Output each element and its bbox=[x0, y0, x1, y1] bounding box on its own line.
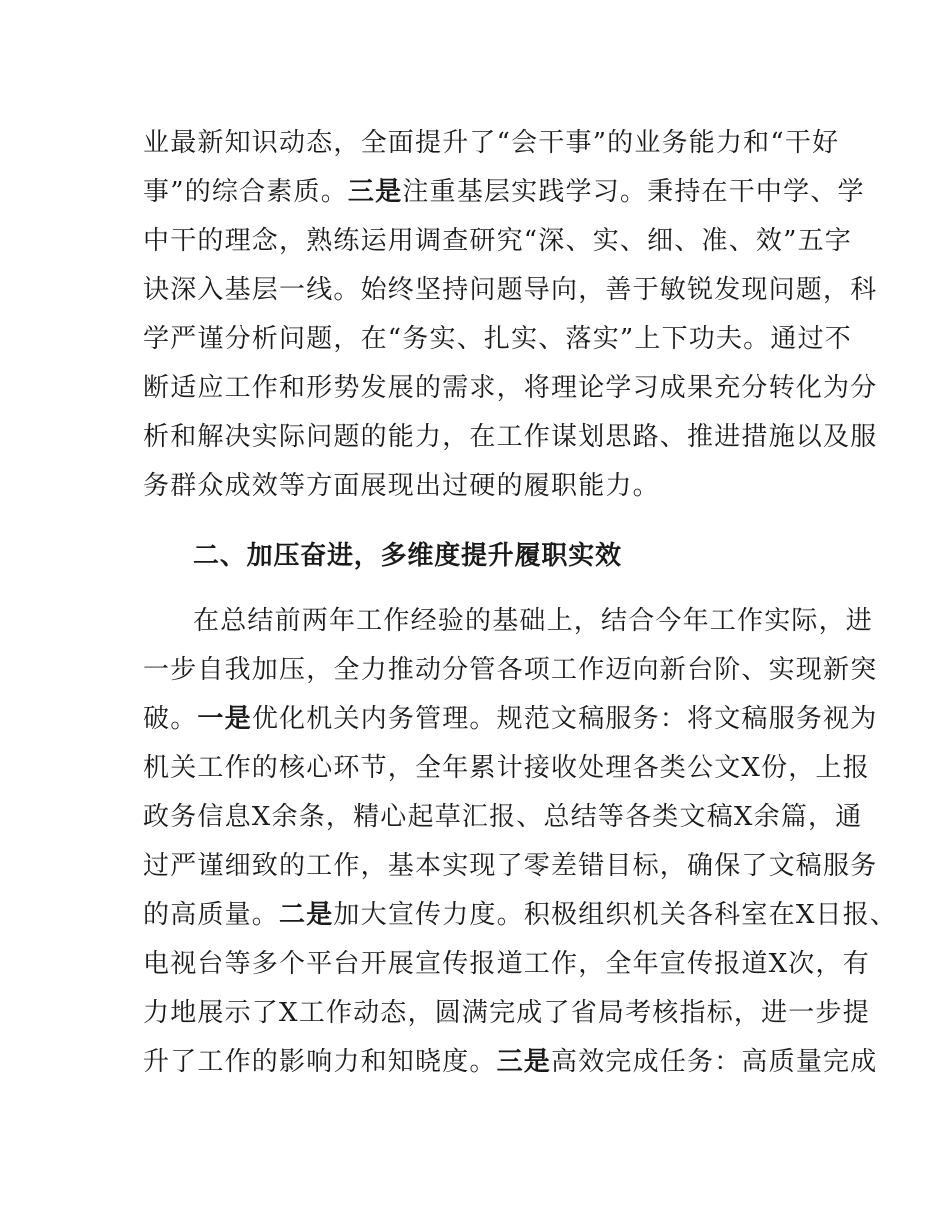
emphasis-label: 一是 bbox=[197, 704, 252, 734]
text-run: 事”的综合素质。 bbox=[143, 177, 348, 207]
text-run: 优化机关内务管理。规范文稿服务：将文稿服务视为 bbox=[251, 704, 878, 734]
paragraph-line: 中干的理念，熟练运用调查研究“深、实、细、准、效”五字 bbox=[143, 226, 852, 256]
paragraph-line: 学严谨分析问题，在“务实、扎实、落实”上下功夫。通过不 bbox=[143, 324, 852, 354]
text-run: 的高质量。 bbox=[143, 900, 280, 930]
text-run: 注重基层实践学习。秉持在干中学、学 bbox=[402, 177, 865, 207]
paragraph-line: 机关工作的核心环节，全年累计接收处理各类公文X份，上报 bbox=[143, 753, 870, 783]
paragraph-line: 一步自我加压，全力推动分管各项工作迈向新台阶、实现新突 bbox=[143, 655, 878, 685]
emphasis-label: 三是 bbox=[496, 1047, 552, 1077]
paragraph-line: 过严谨细致的工作，基本实现了零差错目标，确保了文稿服务 bbox=[143, 851, 878, 881]
paragraph-line: 断适应工作和形势发展的需求，将理论学习成果充分转化为分 bbox=[143, 373, 878, 403]
paragraph-line bbox=[143, 704, 878, 734]
paragraph-line: 务群众成效等方面展现出过硬的履职能力。 bbox=[143, 471, 660, 501]
paragraph-line: 在总结前两年工作经验的基础上，结合今年工作实际，进 bbox=[193, 606, 874, 636]
paragraph-line: 析和解决实际问题的能力，在工作谋划思路、推进措施以及服 bbox=[143, 422, 878, 452]
text-run: 破。 bbox=[143, 704, 198, 734]
text-run: 高效完成任务：高质量完成 bbox=[551, 1047, 878, 1077]
paragraph-line bbox=[143, 1047, 878, 1077]
section-heading: 二、加压奋进，多维度提升履职实效 bbox=[193, 541, 622, 571]
paragraph-line bbox=[143, 900, 898, 930]
paragraph-line: 电视台等多个平台开展宣传报道工作，全年宣传报道X次，有 bbox=[143, 949, 870, 979]
paragraph-line: 政务信息X余条，精心起草汇报、总结等各类文稿X余篇，通 bbox=[143, 802, 863, 832]
paragraph-line bbox=[143, 177, 865, 207]
paragraph-line: 诀深入基层一线。始终坚持问题导向，善于敏锐发现问题，科 bbox=[143, 275, 878, 305]
text-run: 升了工作的影响力和知晓度。 bbox=[143, 1047, 497, 1077]
emphasis-label: 三是 bbox=[347, 177, 403, 207]
paragraph-line: 力地展示了X工作动态，圆满完成了省局考核指标，进一步提 bbox=[143, 998, 870, 1028]
emphasis-label: 二是 bbox=[279, 900, 334, 930]
text-run: 加大宣传力度。积极组织机关各科室在X日报、 bbox=[333, 900, 898, 930]
paragraph-line: 业最新知识动态，全面提升了“会干事”的业务能力和“干好 bbox=[143, 128, 840, 158]
